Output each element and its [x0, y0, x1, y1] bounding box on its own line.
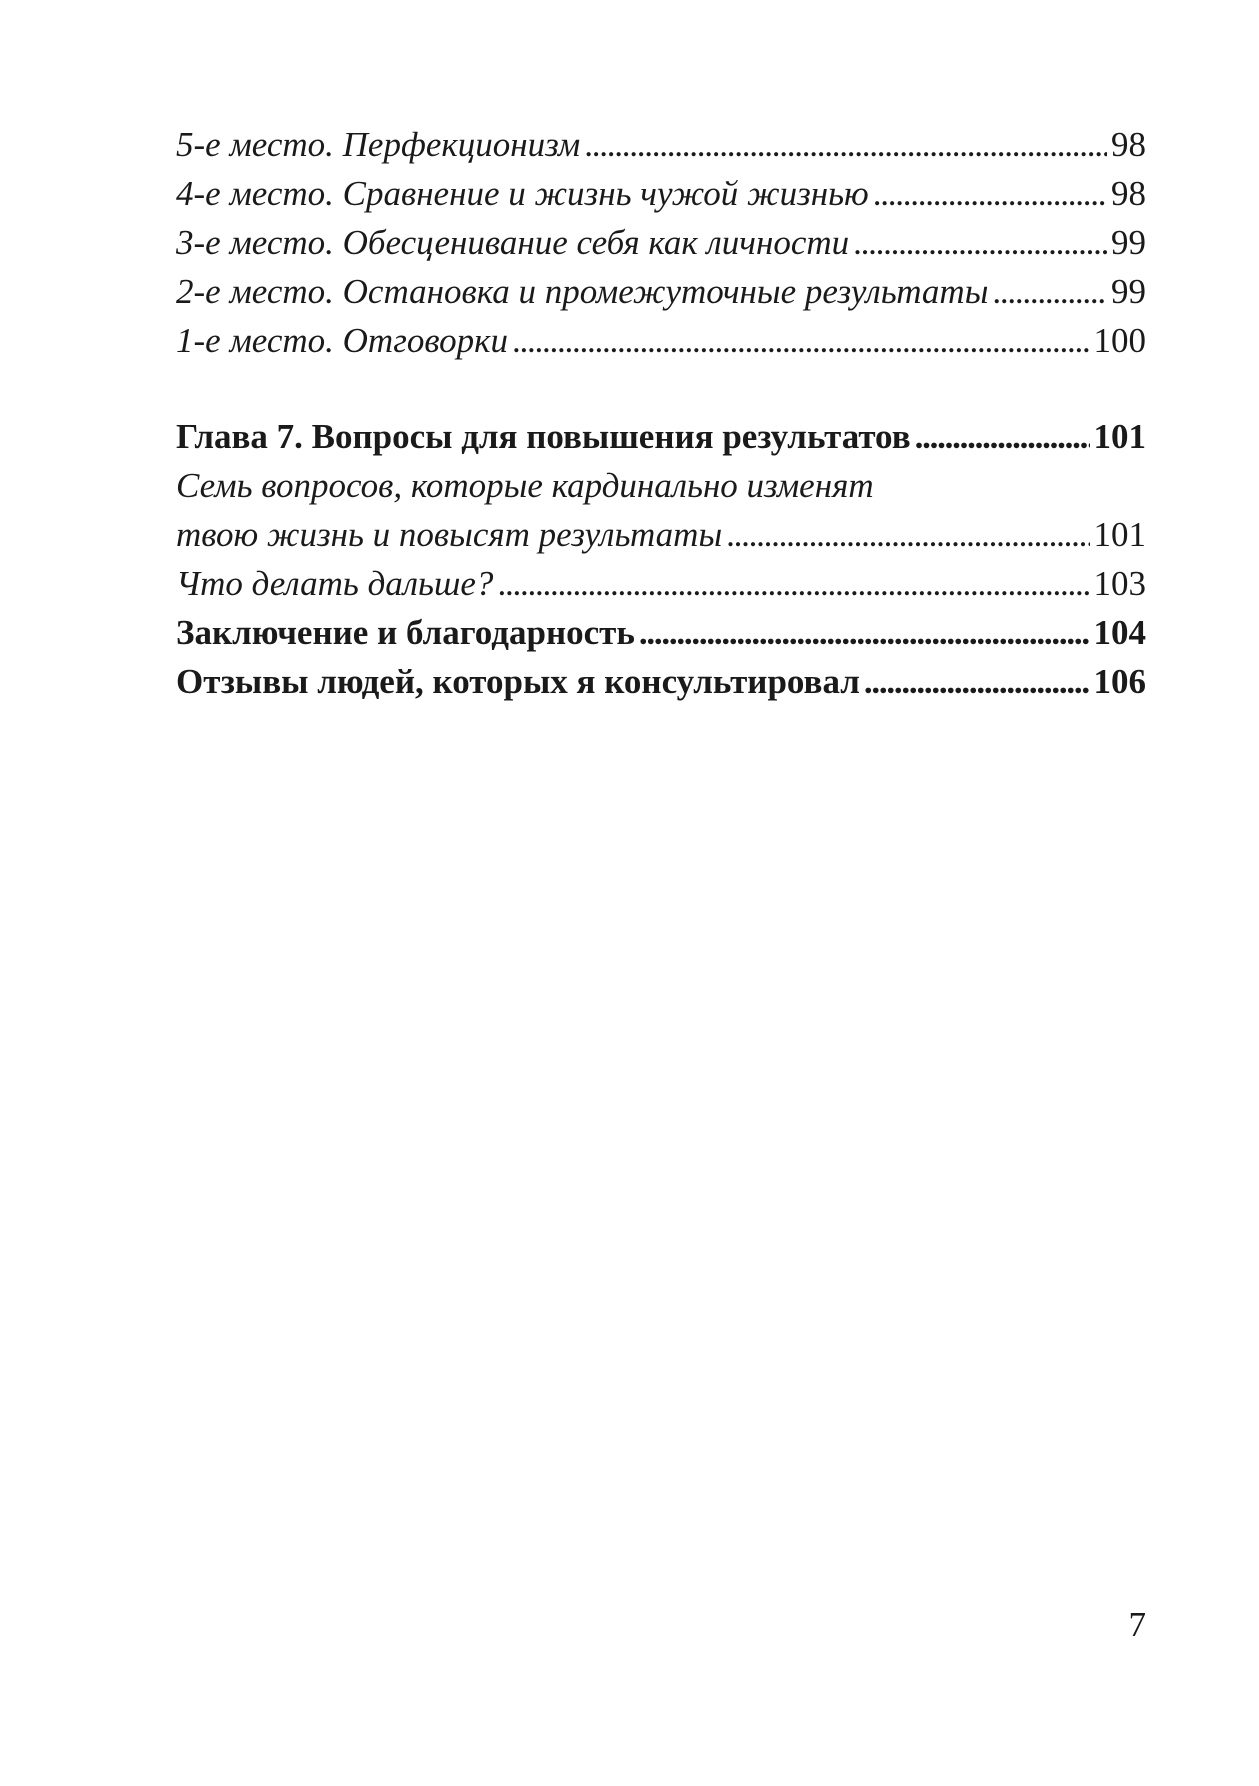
toc-reviews[interactable] [176, 657, 1146, 706]
leader-dots [873, 169, 1107, 218]
toc-chapter-page: 106 [1093, 662, 1146, 701]
leader-dots [726, 510, 1089, 559]
leader-dots [497, 559, 1089, 608]
leader-dots [992, 267, 1107, 316]
toc-conclusion[interactable] [176, 608, 1146, 657]
toc-chapter-title: Заключение и благодарность [176, 613, 635, 652]
toc-entry[interactable] [176, 316, 1146, 365]
toc-entry-page: 98 [1111, 125, 1146, 164]
leader-dots [639, 608, 1090, 657]
toc-entry[interactable] [176, 120, 1146, 169]
toc-entry[interactable] [176, 510, 1146, 559]
toc-entry-page: 100 [1093, 321, 1146, 360]
toc-entry[interactable] [176, 559, 1146, 608]
toc-chapter-title: Глава 7. Вопросы для повышения результатов [176, 417, 911, 456]
toc-entry-title-line2: твою жизнь и повысят результаты [176, 515, 723, 554]
toc-chapter-page: 104 [1093, 613, 1146, 652]
toc-entry-title: Что делать дальше? [176, 564, 494, 603]
toc-chapter-7[interactable] [176, 412, 1146, 461]
page-number: 7 [1128, 1605, 1146, 1644]
leader-dots [853, 218, 1107, 267]
toc-chapter-page: 101 [1093, 417, 1146, 456]
toc-chapter-title: Отзывы людей, которых я консультировал [176, 662, 860, 701]
toc-entry-page: 99 [1111, 272, 1146, 311]
toc-entry-title: 3-е место. Обесценивание себя как личности [176, 223, 850, 262]
toc-entry-title: 1-е место. Отговорки [176, 321, 508, 360]
toc-entry-page: 103 [1093, 564, 1146, 603]
section-gap [176, 365, 1146, 412]
toc-entry-title: 4-е место. Сравнение и жизнь чужой жизнью [176, 174, 869, 213]
toc-entry-page: 101 [1093, 515, 1146, 554]
toc-entry-title: 2-е место. Остановка и промежуточные результаты [176, 272, 989, 311]
leader-dots [584, 120, 1107, 169]
leader-dots [915, 412, 1090, 461]
toc-entry[interactable] [176, 267, 1146, 316]
toc-entry-page: 98 [1111, 174, 1146, 213]
table-of-contents [176, 120, 1146, 706]
toc-entry-page: 99 [1111, 223, 1146, 262]
leader-dots [512, 316, 1090, 365]
toc-entry-title: 5-е место. Перфекционизм [176, 125, 581, 164]
toc-entry[interactable] [176, 218, 1146, 267]
leader-dots [864, 657, 1090, 706]
toc-entry-title-line1[interactable]: Семь вопросов, которые кардинально изменят [176, 466, 874, 505]
toc-entry[interactable] [176, 169, 1146, 218]
